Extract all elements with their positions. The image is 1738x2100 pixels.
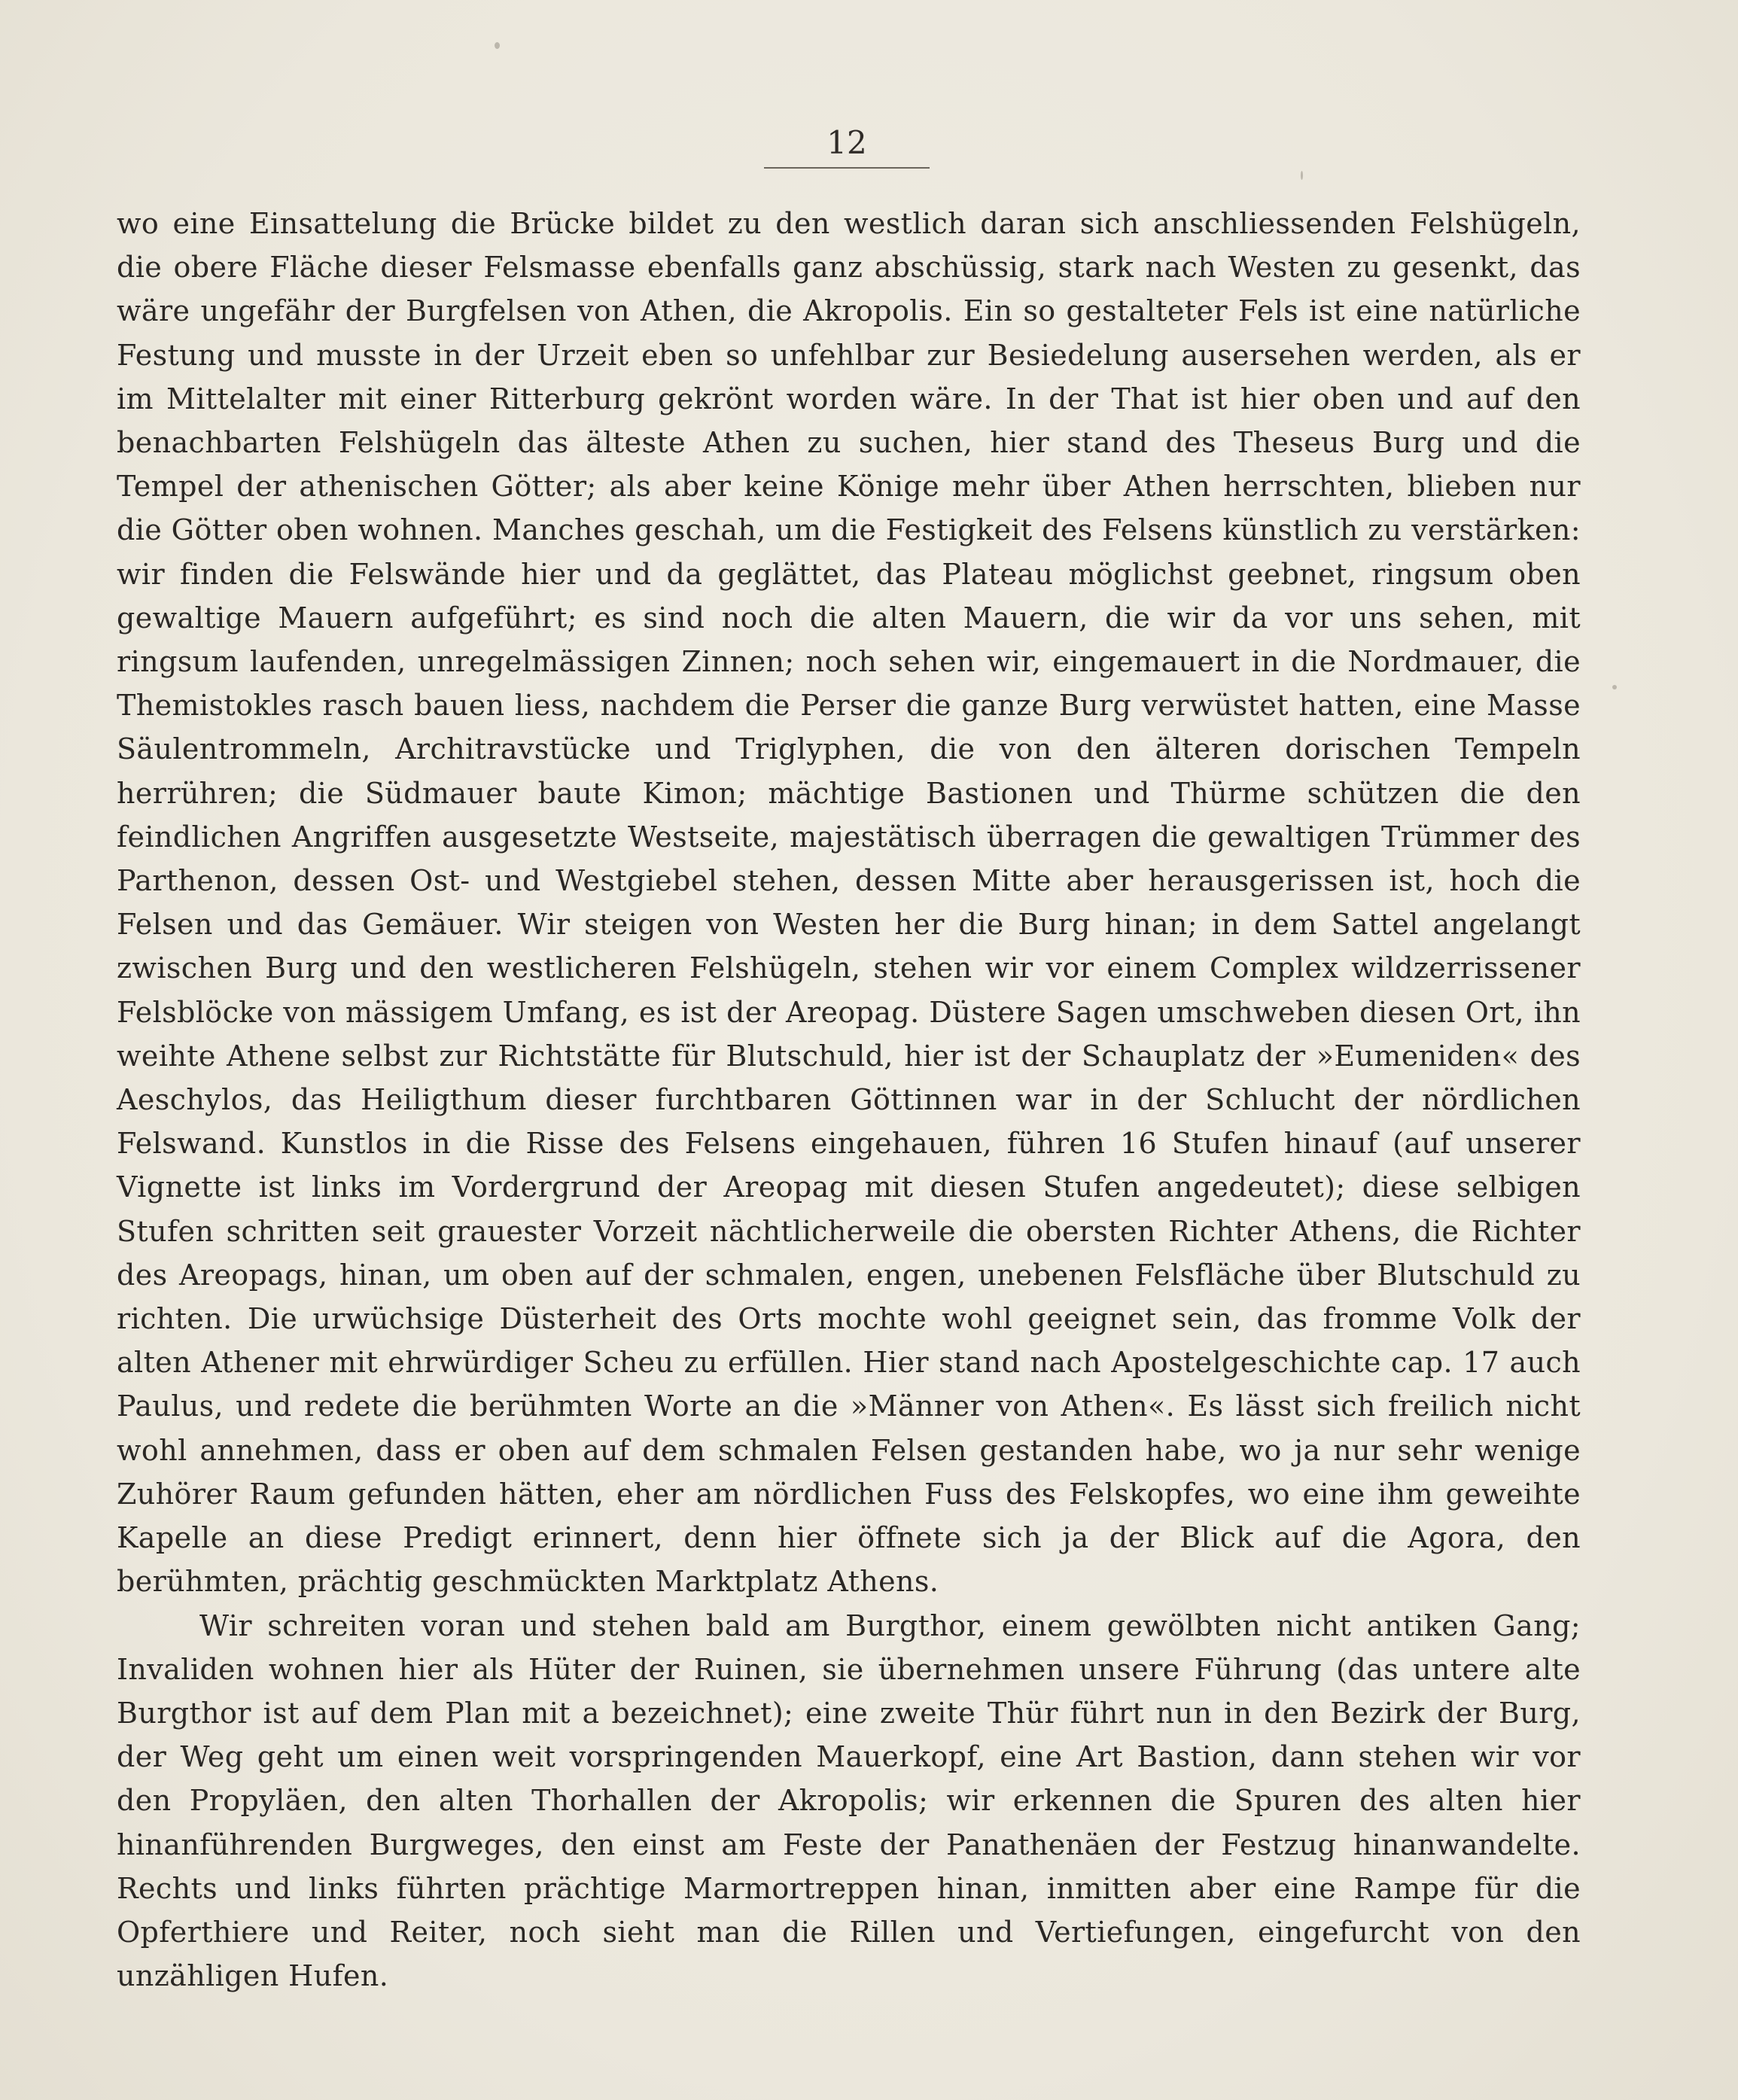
body-text xyxy=(117,202,1581,1998)
paper-speck xyxy=(1301,171,1303,180)
paper-speck xyxy=(495,42,500,49)
page-number: 12 xyxy=(826,124,867,161)
header-rule xyxy=(764,167,930,169)
paper-speck xyxy=(1612,685,1617,689)
paragraph: wo eine Einsattelung die Brücke bildet zu den westlich daran sich anschliessenden Felshügeln, die obere Fläche dieser Felsmasse ebenfalls ganz abschüssig, stark nach Westen zu gesenkt, das wäre ungefähr der Burgfelsen von Athen, die Akropolis. Ein so gestalteter Fels ist eine natürliche Festung und musste in der Urzeit eben so unfehlbar zur Besiedelung ausersehen werden, als er im Mittelalter mit einer Ritterburg gekrönt worden wäre. In der That ist hier oben und auf den benachbarten Felshügeln das älteste Athen zu suchen, hier stand des Theseus Burg und die Tempel der athenischen Götter; als aber keine Könige mehr über Athen herrschten, blieben nur die Götter oben wohnen. Manches geschah, um die Festigkeit des Felsens künstlich zu verstärken: wir finden die Felswände hier und da geglättet, das Plateau möglichst geebnet, ringsum oben gewaltige Mauern aufgeführt; es sind noch die alten Mauern, die wir da vor uns sehen, mit ringsum laufenden, unregelmässigen Zinnen; noch sehen wir, eingemauert in die Nordmauer, die Themistokles rasch bauen liess, nachdem die Perser die ganze Burg verwüstet hatten, eine Masse Säulentrommeln, Architravstücke und Triglyphen, die von den älteren dorischen Tempeln herrühren; die Südmauer baute Kimon; mächtige Bastionen und Thürme schützen die den feindlichen Angriffen ausgesetzte Westseite, majestätisch überragen die gewaltigen Trümmer des Parthenon, dessen Ost- und Westgiebel stehen, dessen Mitte aber herausgerissen ist, hoch die Felsen und das Gemäuer. Wir steigen von Westen her die Burg hinan; in dem Sattel angelangt zwischen Burg und den westlicheren Felshügeln, stehen wir vor einem Complex wildzerrissener Felsblöcke von mässigem Umfang, es ist der Areopag. Düstere Sagen umschweben diesen Ort, ihn weihte Athene selbst zur Richtstätte für Blutschuld, hier ist der Schauplatz der »Eumeniden« des Aeschylos, das Heiligthum dieser furchtbaren Göttinnen war in der Schlucht der nördlichen Felswand. Kunstlos in die Risse des Felsens eingehauen, führen 16 Stufen hinauf (auf unserer Vignette ist links im Vordergrund der Areopag mit diesen Stufen angedeutet); diese selbigen Stufen schritten seit grauester Vorzeit nächtlicherweile die obersten Richter Athens, die Richter des Areopags, hinan, um oben auf der schmalen, engen, unebenen Felsfläche über Blutschuld zu richten. Die urwüchsige Düsterheit des Orts mochte wohl geeignet sein, das fromme Volk der alten Athener mit ehrwürdiger Scheu zu erfüllen. Hier stand nach Apostelgeschichte cap. 17 auch Paulus, und redete die berühmten Worte an die »Männer von Athen«. Es lässt sich freilich nicht wohl annehmen, dass er oben auf dem schmalen Felsen gestanden habe, wo ja nur sehr wenige Zuhörer Raum gefunden hätten, eher am nördlichen Fuss des Felskopfes, wo eine ihm geweihte Kapelle an diese Predigt erinnert, denn hier öffnete sich ja der Blick auf die Agora, den berühmten, prächtig geschmückten Marktplatz Athens. xyxy=(117,207,1581,1599)
paragraph: Wir schreiten voran und stehen bald am Burgthor, einem gewölbten nicht antiken Gang; Invaliden wohnen hier als Hüter der Ruinen, sie übernehmen unsere Führung (das untere alte Burgthor ist auf dem Plan mit a bezeichnet); eine zweite Thür führt nun in den Bezirk der Burg, der Weg geht um einen weit vorspringenden Mauerkopf, eine Art Bastion, dann stehen wir vor den Propyläen, den alten Thorhallen der Akropolis; wir erkennen die Spuren des alten hier hinanführenden Burgweges, den einst am Feste der Panathenäen der Festzug hinanwandelte. Rechts und links führten prächtige Marmortreppen hinan, inmitten aber eine Rampe für die Opferthiere und Reiter, noch sieht man die Rillen und Vertiefungen, eingefurcht von den unzähligen Hufen. xyxy=(117,1608,1581,1993)
